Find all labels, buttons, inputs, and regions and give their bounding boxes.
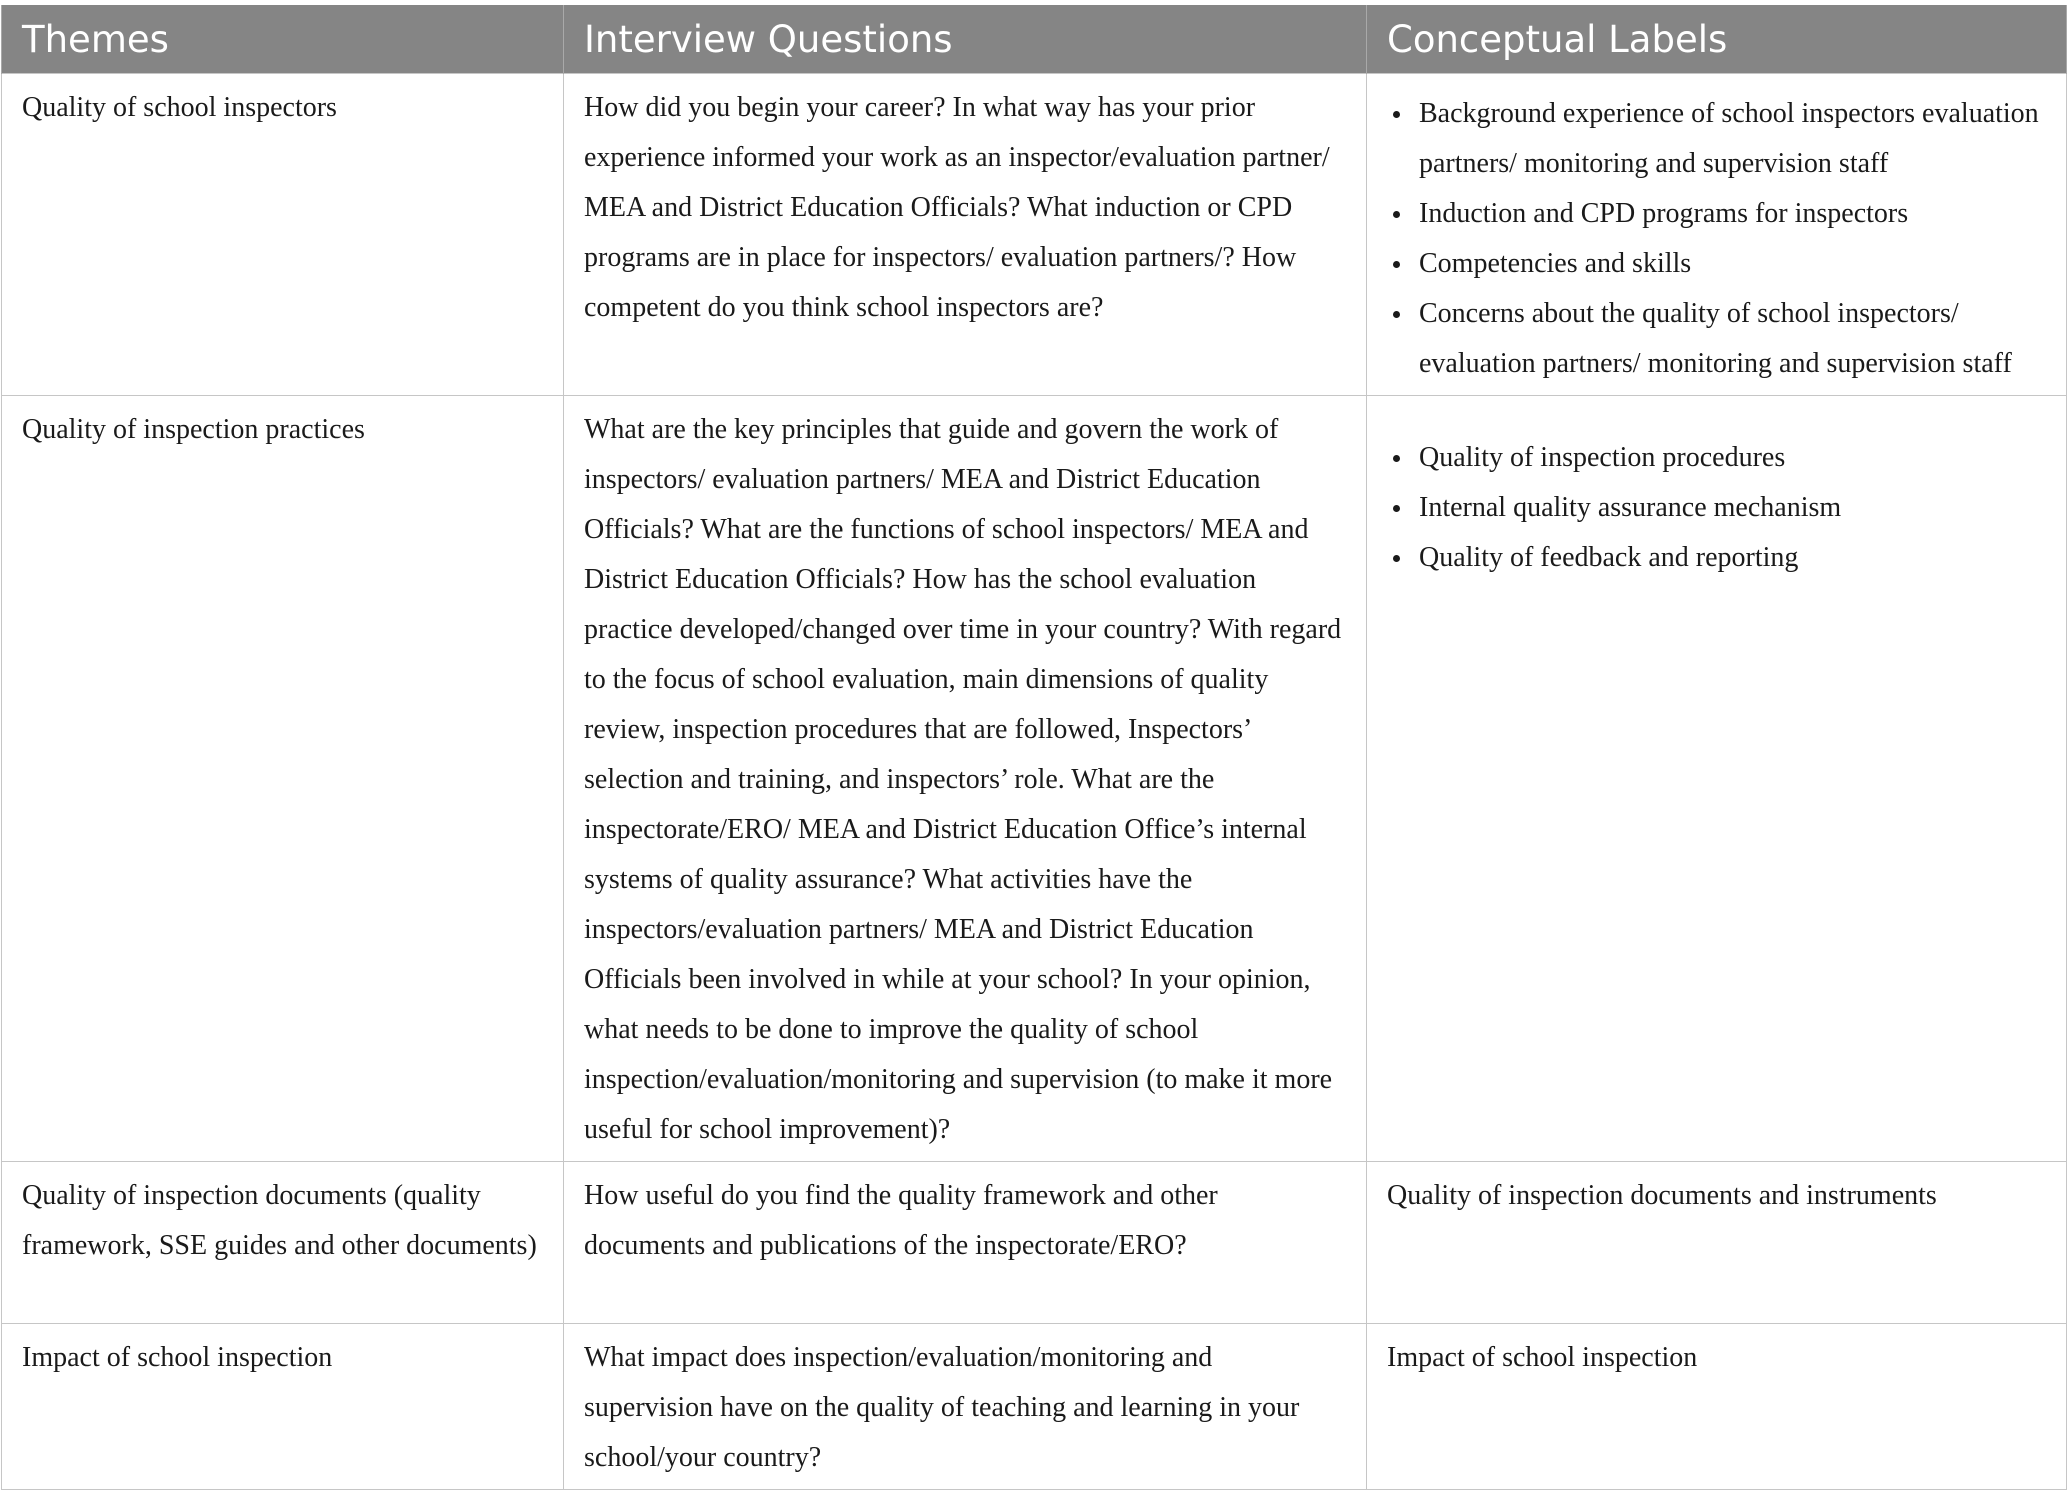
labels-cell: Quality of inspection documents and instruments — [1367, 1162, 2067, 1324]
header-themes: Themes — [2, 5, 564, 74]
header-interview-questions: Interview Questions — [564, 5, 1367, 74]
labels-cell — [1367, 396, 2067, 1162]
table-row — [2, 1162, 2067, 1324]
questions-cell: How useful do you find the quality framework and other documents and publications of the inspectorate/ERO? — [564, 1162, 1367, 1324]
labels-cell: Impact of school inspection — [1367, 1324, 2067, 1490]
list-item: Induction and CPD programs for inspectors — [1419, 189, 2046, 239]
labels-cell — [1367, 74, 2067, 396]
theme-cell: Quality of inspection practices — [2, 396, 564, 1162]
table-row — [2, 396, 2067, 1162]
labels-list — [1387, 89, 2046, 389]
list-item: Quality of inspection procedures — [1419, 433, 2046, 483]
labels-list — [1387, 433, 2046, 583]
table-row — [2, 1324, 2067, 1490]
table-body — [2, 74, 2067, 1490]
list-item: Competencies and skills — [1419, 239, 2046, 289]
list-item: Quality of feedback and reporting — [1419, 533, 2046, 583]
list-item: Internal quality assurance mechanism — [1419, 483, 2046, 533]
questions-cell: What are the key principles that guide and govern the work of inspectors/ evaluation partners/ MEA and District Education Officials? What are the functions of school inspectors/ MEA and District Education Officials? How has the school evaluation practice developed/changed over time in your country? With regard to the focus of school evaluation, main dimensions of quality review, inspection procedures that are followed, Inspectors’ selection and training, and inspectors’ role. What are the inspectorate/ERO/ MEA and District Education Office’s internal systems of quality assurance? What activities have the inspectors/evaluation partners/ MEA and District Education Officials been involved in while at your school? In your opinion, what needs to be done to improve the quality of school inspection/evaluation/monitoring and supervision (to make it more useful for school improvement)? — [564, 396, 1367, 1162]
list-item: Background experience of school inspectors evaluation partners/ monitoring and supervision staff — [1419, 89, 2046, 189]
header-conceptual-labels: Conceptual Labels — [1367, 5, 2067, 74]
theme-cell: Impact of school inspection — [2, 1324, 564, 1490]
theme-cell: Quality of school inspectors — [2, 74, 564, 396]
questions-cell: What impact does inspection/evaluation/monitoring and supervision have on the quality of teaching and learning in your school/your country? — [564, 1324, 1367, 1490]
table-row — [2, 74, 2067, 396]
theme-cell: Quality of inspection documents (quality framework, SSE guides and other documents) — [2, 1162, 564, 1324]
themes-table — [1, 5, 2067, 1490]
header-row — [2, 5, 2067, 74]
list-item: Concerns about the quality of school inspectors/ evaluation partners/ monitoring and supervision staff — [1419, 289, 2046, 389]
table-header — [2, 5, 2067, 74]
questions-cell: How did you begin your career? In what way has your prior experience informed your work as an inspector/evaluation partner/ MEA and District Education Officials? What induction or CPD programs are in place for inspectors/ evaluation partners/? How competent do you think school inspectors are? — [564, 74, 1367, 396]
